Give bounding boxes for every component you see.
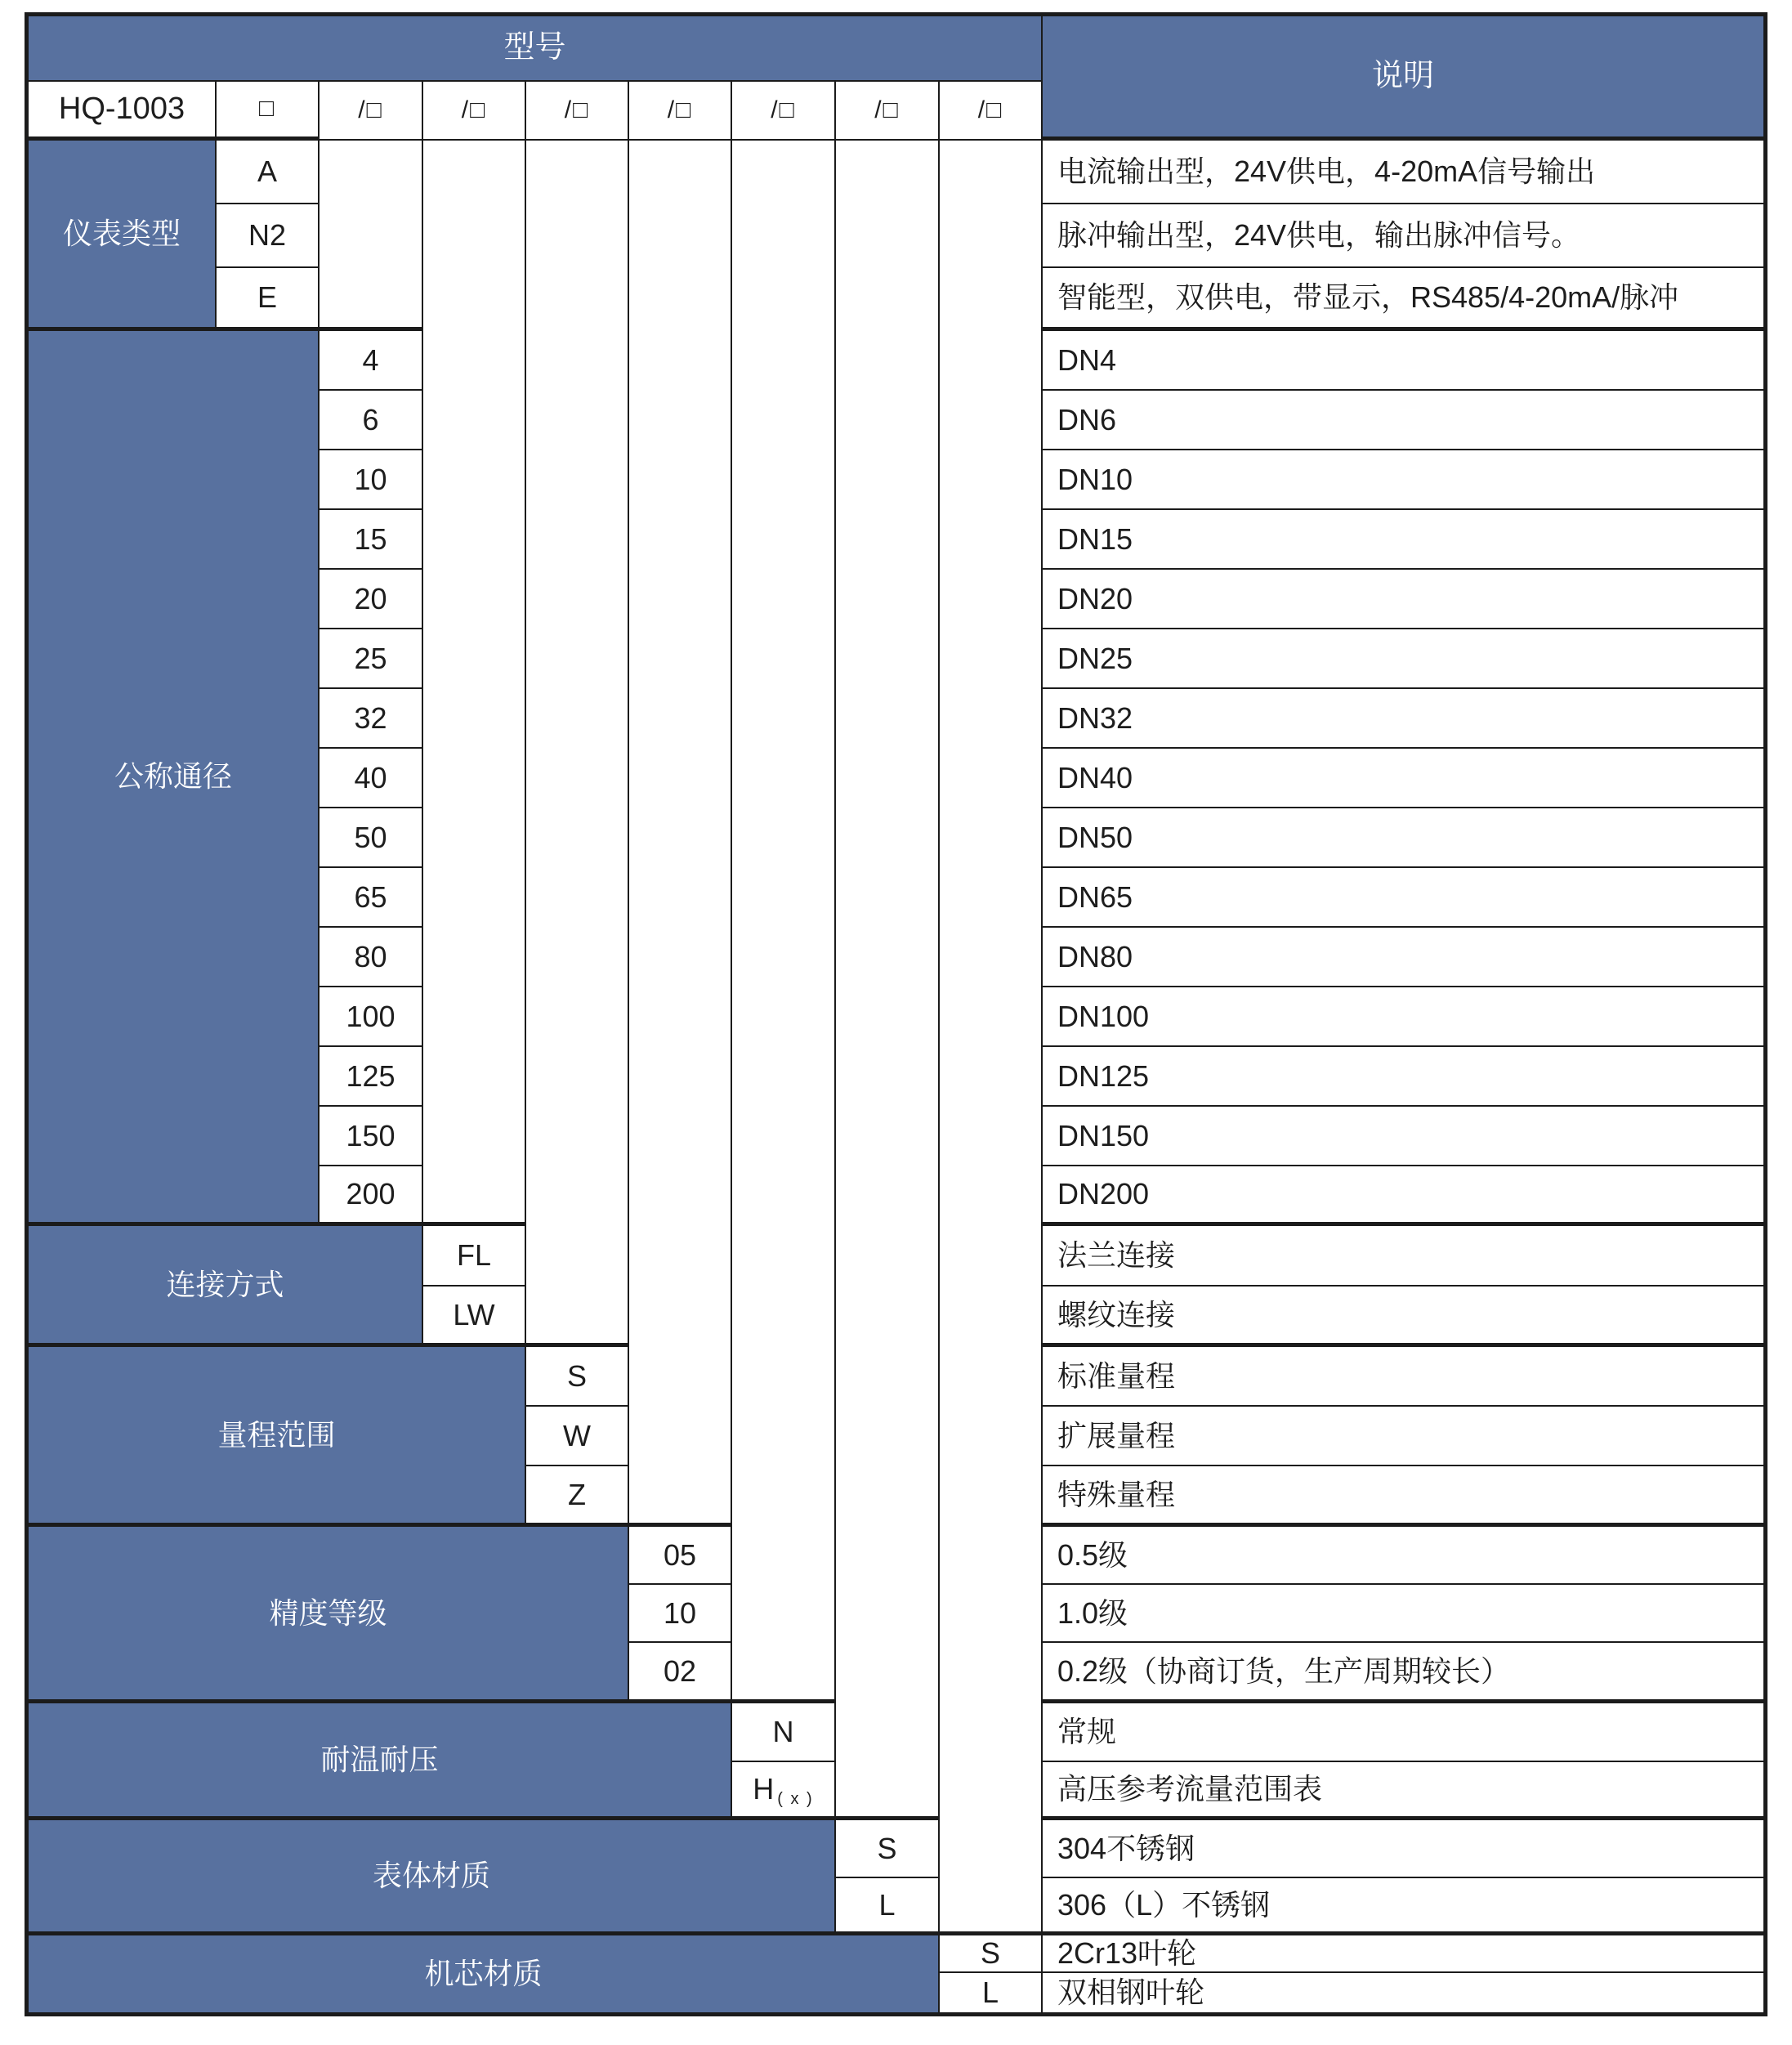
- option-desc-cell: DN200: [1043, 1166, 1763, 1226]
- option-code-cell: [320, 987, 423, 1047]
- option-code: 200: [346, 1177, 395, 1211]
- option-code-cell: [320, 689, 423, 749]
- option-desc-cell: 高压参考流量范围表: [1043, 1762, 1763, 1820]
- option-code-cell: [320, 391, 423, 450]
- option-code: 10: [663, 1595, 697, 1630]
- option-code-cell: [217, 204, 320, 268]
- option-code-cell: [423, 1226, 526, 1287]
- option-code-cell: [320, 928, 423, 987]
- option-desc-cell: 1.0级: [1043, 1585, 1763, 1643]
- option-desc-cell: 特殊量程: [1043, 1466, 1763, 1527]
- option-desc-cell: DN100: [1043, 987, 1763, 1047]
- option-code-cell: [732, 1762, 836, 1820]
- option-code: 4: [362, 342, 379, 377]
- option-desc-cell: DN125: [1043, 1047, 1763, 1107]
- option-desc-cell: DN4: [1043, 331, 1763, 391]
- option-code: 40: [354, 760, 387, 794]
- option-code: LW: [453, 1297, 495, 1331]
- option-desc-cell: 螺纹连接: [1043, 1287, 1763, 1347]
- model-slot-cell: /□: [423, 82, 526, 141]
- empty-slot-cell: [940, 141, 1043, 1935]
- option-desc-cell: DN65: [1043, 868, 1763, 928]
- option-code-cell: [423, 1287, 526, 1347]
- model-slot-cell: □: [217, 82, 320, 141]
- option-code: FL: [456, 1238, 491, 1273]
- section-label: 精度等级: [29, 1527, 629, 1703]
- option-desc-cell: DN150: [1043, 1107, 1763, 1166]
- option-desc-cell: 306（L）不锈钢: [1043, 1878, 1763, 1935]
- option-code: L: [878, 1887, 896, 1922]
- option-desc-cell: 扩展量程: [1043, 1407, 1763, 1466]
- description-header-cell: 说明: [1043, 16, 1763, 141]
- option-code-cell: [320, 510, 423, 570]
- option-desc-cell: 304不锈钢: [1043, 1820, 1763, 1878]
- option-desc-cell: 0.2级（协商订货，生产周期较长）: [1043, 1643, 1763, 1703]
- option-code-cell: [320, 331, 423, 391]
- section-label: 仪表类型: [29, 141, 217, 331]
- option-code-cell: [320, 1166, 423, 1226]
- model-slot-cell: /□: [732, 82, 836, 141]
- option-code: 100: [346, 999, 395, 1033]
- option-desc-cell: 电流输出型，24V供电，4-20mA信号输出: [1043, 141, 1763, 204]
- option-desc-cell: DN6: [1043, 391, 1763, 450]
- option-code: S: [980, 1936, 1000, 1971]
- option-desc-cell: DN32: [1043, 689, 1763, 749]
- model-slot-cell: /□: [836, 82, 940, 141]
- section-label: 量程范围: [29, 1347, 526, 1527]
- option-code: H: [753, 1772, 775, 1806]
- option-code-cell: [732, 1703, 836, 1762]
- option-desc-cell: 0.5级: [1043, 1527, 1763, 1585]
- model-header-cell: 型号: [29, 16, 1043, 82]
- section-label: 表体材质: [29, 1820, 836, 1935]
- option-code-cell: [526, 1407, 629, 1466]
- option-desc-cell: DN25: [1043, 629, 1763, 689]
- empty-slot-cell: [423, 141, 526, 1226]
- option-code-cell: [629, 1643, 732, 1703]
- model-code-cell: HQ-1003: [29, 82, 217, 141]
- option-code-subscript: ( x ): [777, 1789, 814, 1808]
- option-desc-cell: DN10: [1043, 450, 1763, 510]
- option-code: N2: [248, 218, 287, 253]
- option-code: 80: [354, 939, 387, 973]
- option-desc-cell: 常规: [1043, 1703, 1763, 1762]
- option-code: E: [257, 280, 277, 315]
- option-code: 20: [354, 581, 387, 615]
- option-code: 50: [354, 820, 387, 854]
- option-code-cell: [629, 1527, 732, 1585]
- option-code-cell: [217, 268, 320, 331]
- option-code: N: [772, 1715, 794, 1749]
- model-slot-cell: /□: [629, 82, 732, 141]
- model-slot-cell: /□: [940, 82, 1043, 141]
- option-desc-cell: DN40: [1043, 749, 1763, 808]
- option-desc-cell: 脉冲输出型，24V供电，输出脉冲信号。: [1043, 204, 1763, 268]
- empty-slot-cell: [320, 141, 423, 331]
- option-code-cell: [320, 570, 423, 629]
- option-code-cell: [836, 1878, 940, 1935]
- option-code-cell: [320, 1107, 423, 1166]
- option-code-cell: [629, 1585, 732, 1643]
- section-label: 机芯材质: [29, 1935, 940, 2012]
- option-code-cell: [526, 1466, 629, 1527]
- option-code-cell: [320, 749, 423, 808]
- option-code: 6: [362, 402, 379, 436]
- option-code: Z: [568, 1477, 586, 1511]
- section-label: 耐温耐压: [29, 1703, 732, 1820]
- section-label: 公称通径: [29, 331, 320, 1226]
- option-code-cell: [526, 1347, 629, 1407]
- option-desc-cell: DN20: [1043, 570, 1763, 629]
- option-code-cell: [940, 1935, 1043, 1973]
- option-code: S: [877, 1831, 897, 1865]
- empty-slot-cell: [526, 141, 629, 1347]
- model-slot-cell: /□: [320, 82, 423, 141]
- empty-slot-cell: [629, 141, 732, 1527]
- option-code: 15: [354, 521, 387, 556]
- option-code: A: [257, 154, 277, 189]
- option-code-cell: [320, 808, 423, 868]
- option-code: 150: [346, 1118, 395, 1152]
- option-code: 02: [663, 1653, 697, 1688]
- option-desc-cell: DN15: [1043, 510, 1763, 570]
- option-code: W: [563, 1418, 591, 1452]
- option-desc-cell: DN50: [1043, 808, 1763, 868]
- option-code: 25: [354, 641, 387, 675]
- option-desc-cell: 法兰连接: [1043, 1226, 1763, 1287]
- option-desc-cell: 双相钢叶轮: [1043, 1973, 1763, 2012]
- option-code-cell: [320, 629, 423, 689]
- option-desc-cell: 标准量程: [1043, 1347, 1763, 1407]
- option-code-cell: [320, 868, 423, 928]
- option-code: L: [981, 1976, 999, 2010]
- option-desc-cell: DN80: [1043, 928, 1763, 987]
- option-code-cell: [320, 450, 423, 510]
- option-code-cell: [320, 1047, 423, 1107]
- option-code: 10: [354, 462, 387, 496]
- option-code-cell: [940, 1973, 1043, 2012]
- empty-slot-cell: [732, 141, 836, 1703]
- option-desc-cell: 2Cr13叶轮: [1043, 1935, 1763, 1973]
- model-selection-table: [25, 12, 1767, 2016]
- section-label: 连接方式: [29, 1226, 423, 1347]
- option-code-cell: [836, 1820, 940, 1878]
- model-slot-cell: /□: [526, 82, 629, 141]
- empty-slot-cell: [836, 141, 940, 1820]
- option-code: 05: [663, 1537, 697, 1572]
- option-code-cell: [217, 141, 320, 204]
- option-code: 32: [354, 700, 387, 735]
- option-code: S: [566, 1358, 587, 1393]
- option-code: 65: [354, 879, 387, 914]
- option-desc-cell: 智能型，双供电，带显示，RS485/4-20mA/脉冲: [1043, 268, 1763, 331]
- option-code: 125: [346, 1058, 395, 1093]
